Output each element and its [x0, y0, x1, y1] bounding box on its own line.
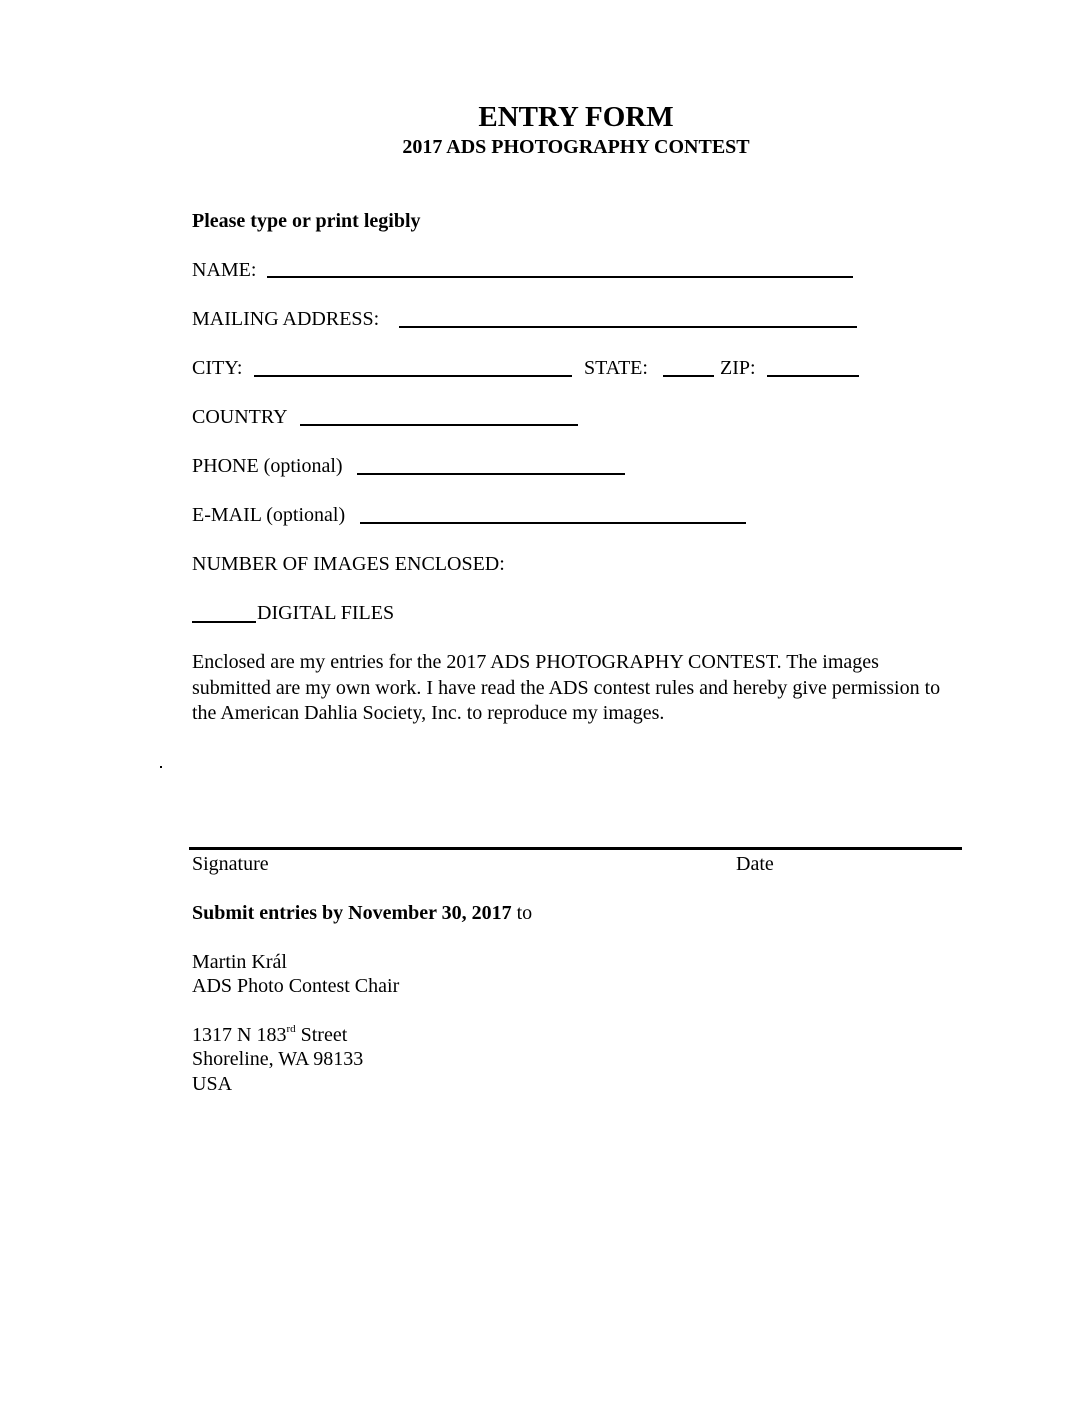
contact-name: Martin Král — [192, 951, 287, 973]
street-name: Street — [295, 1024, 348, 1046]
city-state-zip: Shoreline, WA 98133 — [192, 1048, 364, 1070]
page-subtitle: 2017 ADS PHOTOGRAPHY CONTEST — [402, 136, 750, 158]
digital-files-count-field[interactable] — [192, 621, 256, 623]
email-label: E-MAIL (optional) — [192, 504, 346, 526]
images-enclosed-heading: NUMBER OF IMAGES ENCLOSED: — [192, 553, 505, 575]
page-title: ENTRY FORM — [478, 101, 674, 133]
country-label: COUNTRY — [192, 406, 288, 428]
street-number: 1317 N 183 — [192, 1024, 287, 1046]
email-field[interactable] — [360, 522, 746, 524]
contact-title: ADS Photo Contest Chair — [192, 975, 400, 997]
address-country: USA — [192, 1073, 233, 1095]
phone-label: PHONE (optional) — [192, 455, 343, 477]
name-field[interactable] — [267, 276, 853, 278]
signature-line[interactable] — [189, 847, 962, 850]
street-ordinal: rd — [286, 1023, 296, 1035]
zip-field[interactable] — [767, 375, 859, 377]
stray-mark — [160, 766, 162, 768]
submit-deadline — [192, 901, 532, 925]
digital-files-label: DIGITAL FILES — [257, 602, 395, 624]
state-field[interactable] — [663, 375, 714, 377]
state-label: STATE: — [584, 357, 648, 379]
declaration-text: Enclosed are my entries for the 2017 ADS PHOTOGRAPHY CONTEST. The images submitted are my own work. I have read the ADS contest rules and hereby give permission to the American Dahlia Society, Inc. to reproduce my images. — [192, 651, 941, 724]
city-label: CITY: — [192, 357, 243, 379]
city-field[interactable] — [254, 375, 572, 377]
phone-field[interactable] — [357, 473, 625, 475]
mailing-address-field[interactable] — [399, 326, 857, 328]
date-label: Date — [736, 853, 774, 875]
mailing-address-label: MAILING ADDRESS: — [192, 308, 380, 330]
instructions: Please type or print legibly — [192, 210, 421, 232]
signature-label: Signature — [192, 853, 269, 875]
submit-deadline-tail: to — [511, 902, 533, 924]
country-field[interactable] — [300, 424, 578, 426]
street-address — [192, 1023, 347, 1047]
name-label: NAME: — [192, 259, 257, 281]
zip-label: ZIP: — [720, 357, 756, 379]
submit-deadline-bold: Submit entries by November 30, 2017 — [192, 902, 512, 924]
